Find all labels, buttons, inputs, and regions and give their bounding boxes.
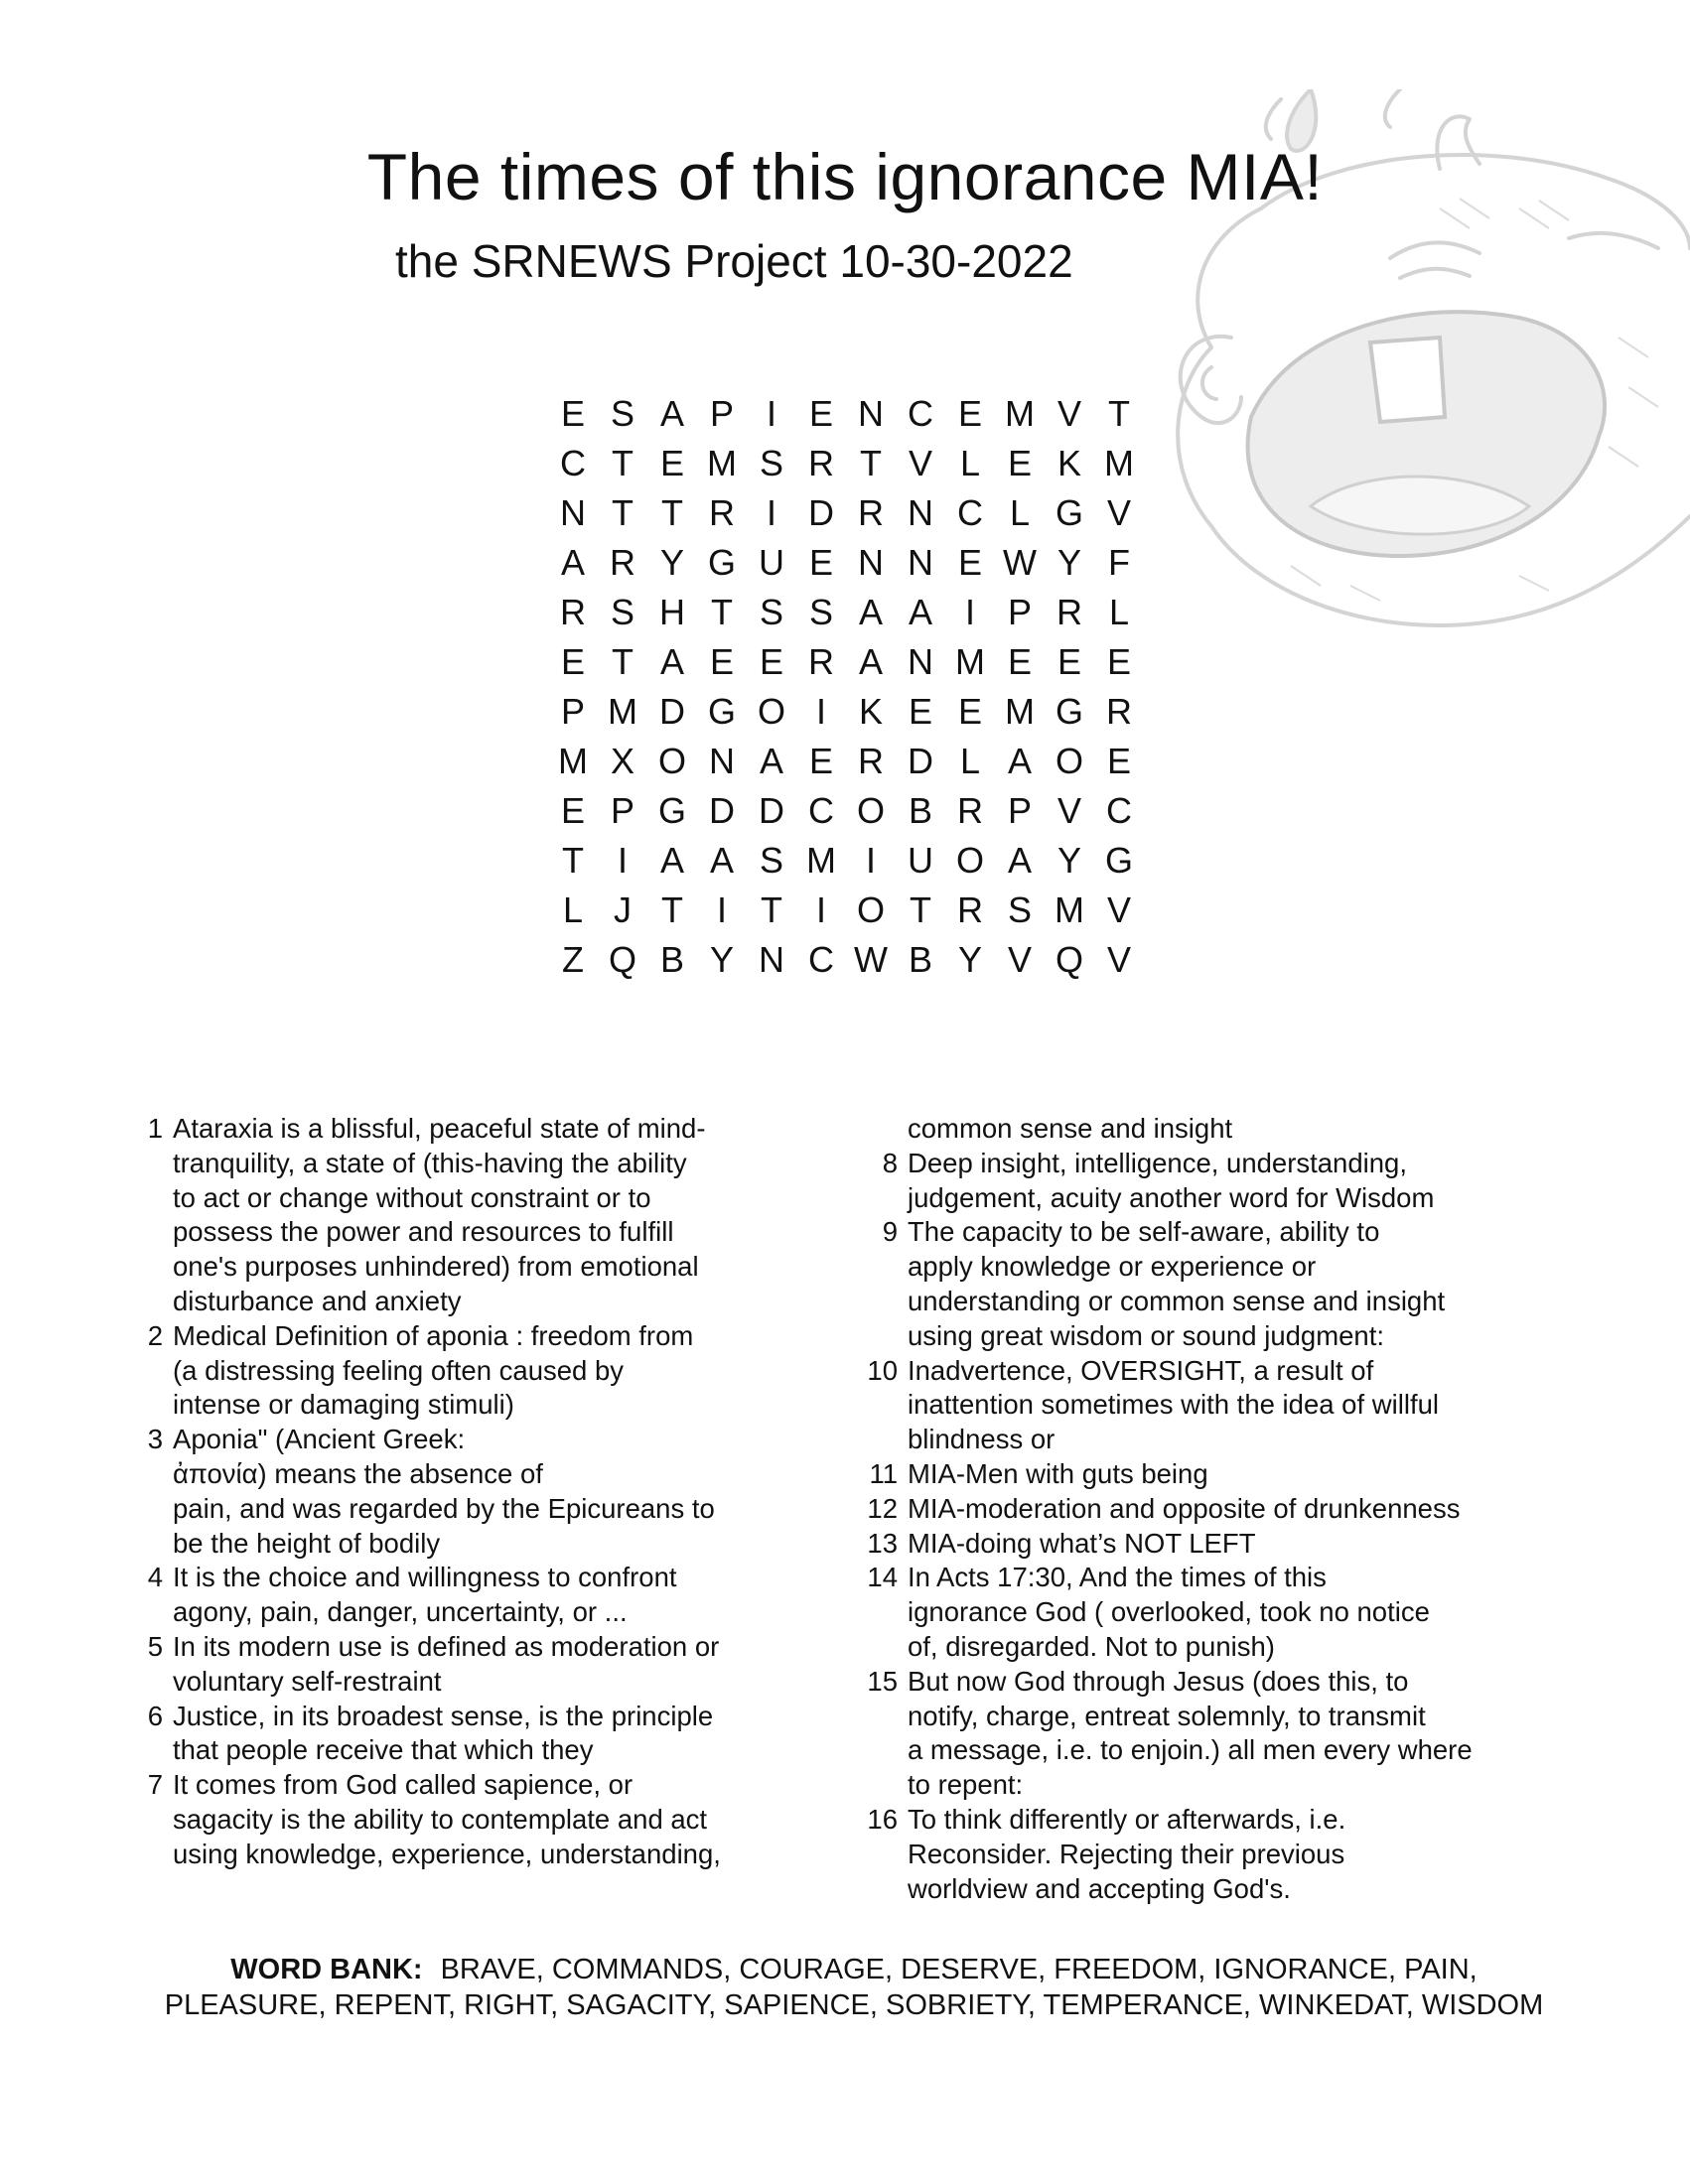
word-bank-line-2: PLEASURE, REPENT, RIGHT, SAGACITY, SAPIENCE, SOBRIETY, TEMPERANCE, WINKEDAT, WISDOM: [164, 1989, 1544, 2021]
grid-letter: V: [1056, 393, 1081, 434]
grid-letter: D: [709, 790, 735, 831]
grid-letter: P: [610, 790, 634, 831]
clue-number: 16: [867, 1803, 898, 1835]
grid-letter: I: [815, 691, 826, 732]
grid-letter: N: [908, 641, 933, 682]
grid-letter: D: [808, 492, 834, 533]
clue-line: But now God through Jesus (does this, to: [908, 1665, 1409, 1697]
clue-11: [862, 1457, 1587, 1492]
grid-letter: Y: [659, 542, 684, 583]
clue-line: Medical Definition of aponia : freedom from: [173, 1319, 694, 1351]
clue-line: MIA-moderation and opposite of drunkenness: [908, 1492, 1461, 1524]
grid-letter: H: [659, 592, 685, 632]
clue-line: disturbance and anxiety: [173, 1285, 462, 1316]
clue-line: one's purposes unhindered) from emotional: [173, 1251, 699, 1283]
grid-letter: R: [808, 443, 834, 483]
grid-letter: B: [908, 790, 932, 831]
grid-letter: G: [1055, 691, 1083, 732]
clue-number: 6: [147, 1700, 163, 1731]
clue-line: be the height of bodily: [173, 1527, 441, 1559]
grid-letter: E: [1106, 641, 1131, 682]
grid-letter: V: [1106, 492, 1131, 533]
clue-line: using knowledge, experience, understanding,: [173, 1838, 721, 1869]
grid-letter: O: [856, 889, 885, 930]
grid-letter: Y: [1056, 840, 1081, 881]
clue-line: In its modern use is defined as moderation or: [173, 1630, 720, 1662]
grid-letter: Q: [608, 939, 636, 980]
clue-line: It is the choice and willingness to confront: [173, 1562, 677, 1593]
grid-letter: A: [858, 592, 883, 632]
clue-7-continuation: common sense and insight: [908, 1113, 1233, 1144]
grid-letter: B: [908, 939, 932, 980]
clue-line: Deep insight, intelligence, understanding,: [908, 1147, 1407, 1178]
grid-letter: G: [657, 790, 686, 831]
grid-letter: S: [759, 840, 783, 881]
clue-line: tranquility, a state of (this-having the ability: [173, 1147, 687, 1178]
grid-letter: E: [1007, 443, 1032, 483]
clue-line: notify, charge, entreat solemnly, to transmit: [908, 1700, 1426, 1731]
word-bank-label: WORD BANK:: [230, 1954, 423, 1985]
clue-line: Reconsider. Rejecting their previous: [908, 1838, 1345, 1869]
grid-letter: E: [659, 443, 684, 483]
clue-number: 5: [147, 1630, 163, 1662]
clue-line: a message, i.e. to enjoin.) all men every where: [908, 1734, 1473, 1766]
clue-number: 10: [867, 1354, 898, 1386]
word-bank: [79, 1952, 1628, 2023]
grid-letter: C: [560, 443, 586, 483]
grid-letter: M: [955, 641, 985, 682]
grid-letter: K: [1056, 443, 1081, 483]
grid-letter: E: [560, 641, 585, 682]
grid-letter: K: [858, 691, 883, 732]
grid-letter: E: [957, 542, 982, 583]
clue-line: It comes from God called sapience, or: [173, 1769, 634, 1801]
grid-letter: T: [562, 840, 584, 881]
clue-number: 15: [867, 1665, 898, 1697]
grid-letter: R: [560, 592, 586, 632]
word-bank-line-1: BRAVE, COMMANDS, COURAGE, DESERVE, FREEDOM, IGNORANCE, PAIN,: [440, 1954, 1478, 1985]
grid-letter: V: [1007, 939, 1032, 980]
grid-letter: V: [1106, 939, 1131, 980]
grid-letter: T: [860, 443, 882, 483]
clue-line: possess the power and resources to fulfill: [173, 1216, 674, 1248]
grid-letter: X: [610, 741, 634, 781]
grid-letter: S: [759, 443, 783, 483]
grid-letter: A: [659, 840, 684, 881]
clue-1: [127, 1112, 782, 1319]
grid-letter: I: [716, 889, 727, 930]
clue-14: [862, 1561, 1587, 1664]
grid-letter: L: [959, 741, 981, 781]
grid-letter: E: [560, 790, 585, 831]
grid-letter: O: [955, 840, 984, 881]
grid-letter: M: [558, 741, 588, 781]
clue-2: [127, 1319, 782, 1423]
grid-letter: N: [560, 492, 586, 533]
grid-letter: E: [957, 691, 982, 732]
grid-letter: A: [560, 542, 585, 583]
clue-line: to repent:: [908, 1769, 1024, 1801]
grid-letter: Y: [957, 939, 982, 980]
grid-letter: Y: [709, 939, 734, 980]
clue-line: voluntary self-restraint: [173, 1665, 442, 1697]
grid-letter: C: [1106, 790, 1132, 831]
clue-6: [127, 1700, 782, 1769]
grid-letter: I: [617, 840, 628, 881]
page-subtitle: the SRNEWS Project 10-30-2022: [395, 235, 1073, 287]
clue-number: 8: [882, 1147, 898, 1178]
grid-letter: V: [1106, 889, 1131, 930]
grid-letter: R: [957, 790, 983, 831]
grid-letter: E: [709, 641, 734, 682]
grid-letter: G: [1055, 492, 1083, 533]
clue-10: [862, 1354, 1587, 1457]
grid-letter: N: [759, 939, 784, 980]
grid-letter: S: [759, 592, 783, 632]
clue-line: agony, pain, danger, uncertainty, or ...: [173, 1596, 628, 1628]
grid-letter: P: [1007, 790, 1032, 831]
clue-line: that people receive that which they: [173, 1734, 594, 1766]
clue-number: 2: [147, 1319, 163, 1351]
grid-letter: G: [707, 691, 736, 732]
grid-letter: I: [964, 592, 975, 632]
grid-letter: I: [865, 840, 876, 881]
grid-letter: E: [957, 393, 982, 434]
grid-letter: D: [659, 691, 685, 732]
grid-letter: M: [1005, 393, 1035, 434]
grid-letter: N: [908, 542, 933, 583]
grid-letter: Q: [1055, 939, 1083, 980]
grid-letter: A: [908, 592, 932, 632]
clue-number: 4: [147, 1562, 163, 1593]
clue-line: to act or change without constraint or to: [173, 1181, 651, 1213]
clue-line: worldview and accepting God's.: [908, 1872, 1291, 1904]
clue-line: understanding or common sense and insight: [908, 1285, 1446, 1316]
clue-15: [862, 1665, 1587, 1803]
grid-letter: T: [612, 641, 634, 682]
clue-line: intense or damaging stimuli): [173, 1389, 514, 1421]
clue-number: 11: [869, 1457, 898, 1489]
grid-letter: C: [808, 790, 834, 831]
grid-letter: R: [957, 889, 983, 930]
grid-letter: L: [1108, 592, 1130, 632]
grid-letter: W: [1003, 542, 1037, 583]
clue-number: 9: [882, 1216, 898, 1248]
grid-letter: A: [858, 641, 883, 682]
grid-letter: W: [854, 939, 888, 980]
grid-letter: C: [908, 393, 933, 434]
grid-letter: T: [661, 889, 683, 930]
grid-letter: Y: [1056, 542, 1081, 583]
grid-letter: T: [761, 889, 782, 930]
clue-line: MIA-doing what’s NOT LEFT: [908, 1527, 1256, 1559]
grid-letter: U: [908, 840, 933, 881]
grid-letter: R: [858, 741, 884, 781]
grid-letter: U: [759, 542, 784, 583]
grid-letter: L: [562, 889, 584, 930]
clue-12: [862, 1492, 1587, 1527]
grid-letter: J: [614, 889, 632, 930]
grid-letter: A: [1007, 840, 1032, 881]
grid-letter: E: [808, 542, 833, 583]
clue-line: sagacity is the ability to contemplate and act: [173, 1803, 708, 1835]
grid-letter: I: [766, 393, 776, 434]
grid-letter: R: [1106, 691, 1132, 732]
grid-letter: O: [1055, 741, 1083, 781]
clue-number: 14: [867, 1562, 898, 1593]
grid-letter: P: [560, 691, 585, 732]
grid-letter: I: [815, 889, 826, 930]
grid-letter: Z: [562, 939, 584, 980]
grid-letter: M: [1104, 443, 1134, 483]
grid-letter: R: [858, 492, 884, 533]
grid-letter: D: [908, 741, 933, 781]
grid-letter: F: [1108, 542, 1130, 583]
clue-line: To think differently or afterwards, i.e.: [908, 1803, 1346, 1835]
grid-letter: E: [908, 691, 932, 732]
clue-line: The capacity to be self-aware, ability to: [908, 1216, 1380, 1248]
grid-letter: T: [711, 592, 733, 632]
grid-letter: S: [808, 592, 833, 632]
clue-line: In Acts 17:30, And the times of this: [908, 1562, 1327, 1593]
grid-letter: C: [808, 939, 834, 980]
clue-number: 3: [147, 1424, 163, 1455]
grid-letter: O: [757, 691, 785, 732]
grid-letter: M: [707, 443, 737, 483]
clue-line: ἀπονία) means the absence of: [173, 1457, 543, 1489]
grid-letter: E: [808, 741, 833, 781]
clue-line: Inadvertence, OVERSIGHT, a result of: [908, 1354, 1374, 1386]
clue-number: 7: [147, 1769, 163, 1801]
grid-letter: I: [766, 492, 776, 533]
clue-line: Aponia" (Ancient Greek:: [173, 1424, 466, 1455]
clue-line: inattention sometimes with the idea of willful: [908, 1389, 1439, 1421]
clue-line: (a distressing feeling often caused by: [173, 1354, 625, 1386]
grid-letter: A: [1007, 741, 1032, 781]
grid-letter: A: [759, 741, 783, 781]
clue-line: judgement, acuity another word for Wisdom: [908, 1181, 1435, 1213]
grid-letter: V: [1056, 790, 1081, 831]
clue-line: blindness or: [908, 1424, 1056, 1455]
grid-letter: S: [610, 393, 634, 434]
grid-letter: E: [1007, 641, 1032, 682]
grid-letter: R: [808, 641, 834, 682]
grid-letter: V: [908, 443, 932, 483]
grid-letter: E: [808, 393, 833, 434]
clue-line: pain, and was regarded by the Epicureans to: [173, 1492, 715, 1524]
clue-line: using great wisdom or sound judgment:: [908, 1319, 1384, 1351]
clues-left-column: [127, 1112, 782, 1872]
grid-letter: N: [858, 393, 884, 434]
grid-letter: T: [661, 492, 683, 533]
grid-letter: M: [806, 840, 836, 881]
grid-letter: T: [910, 889, 931, 930]
grid-letter: T: [612, 443, 634, 483]
page-title: The times of this ignorance MIA!: [366, 140, 1324, 213]
grid-letter: M: [1055, 889, 1084, 930]
grid-letter: E: [1056, 641, 1081, 682]
grid-letter: A: [709, 840, 734, 881]
grid-letter: G: [1104, 840, 1133, 881]
grid-letter: R: [709, 492, 735, 533]
grid-letter: T: [1108, 393, 1130, 434]
word-search-grid: [548, 389, 1144, 985]
grid-letter: N: [709, 741, 735, 781]
grid-letter: N: [858, 542, 884, 583]
grid-letter: E: [759, 641, 783, 682]
grid-letter: R: [1056, 592, 1082, 632]
grid-letter: S: [1007, 889, 1032, 930]
grid-letter: T: [612, 492, 634, 533]
grid-letter: O: [856, 790, 885, 831]
grid-letter: S: [610, 592, 634, 632]
clue-line: MIA-Men with guts being: [908, 1457, 1208, 1489]
clue-3: [127, 1423, 782, 1561]
grid-letter: P: [709, 393, 734, 434]
grid-letter: A: [659, 641, 684, 682]
grid-letter: D: [759, 790, 784, 831]
grid-letter: O: [657, 741, 686, 781]
grid-letter: N: [908, 492, 933, 533]
clue-9: [862, 1215, 1587, 1353]
grid-letter: A: [659, 393, 684, 434]
grid-letter: B: [659, 939, 684, 980]
grid-letter: L: [1009, 492, 1031, 533]
clue-7: [127, 1768, 782, 1871]
grid-letter: M: [1005, 691, 1035, 732]
clues-right-column: [862, 1112, 1587, 1906]
grid-letter: M: [608, 691, 637, 732]
clue-13: [862, 1527, 1587, 1562]
clue-4: [127, 1561, 782, 1630]
grid-letter: G: [707, 542, 736, 583]
clue-number: 1: [147, 1113, 163, 1144]
clue-number: 12: [867, 1492, 898, 1524]
clue-number: 13: [867, 1527, 898, 1559]
grid-letter: C: [957, 492, 983, 533]
grid-letter: P: [1007, 592, 1032, 632]
grid-letter: L: [959, 443, 981, 483]
clue-line: of, disregarded. Not to punish): [908, 1630, 1275, 1662]
clue-16: [862, 1803, 1587, 1906]
clue-5: [127, 1630, 782, 1700]
clue-8: [862, 1147, 1587, 1216]
grid-letter: E: [1106, 741, 1131, 781]
clue-line: ignorance God ( overlooked, took no notice: [908, 1596, 1430, 1628]
clue-line: apply knowledge or experience or: [908, 1251, 1317, 1283]
grid-letter: R: [610, 542, 635, 583]
grid-letter: E: [560, 393, 585, 434]
clue-line: Justice, in its broadest sense, is the principle: [173, 1700, 714, 1731]
clue-line: Ataraxia is a blissful, peaceful state of mind-: [173, 1113, 706, 1144]
